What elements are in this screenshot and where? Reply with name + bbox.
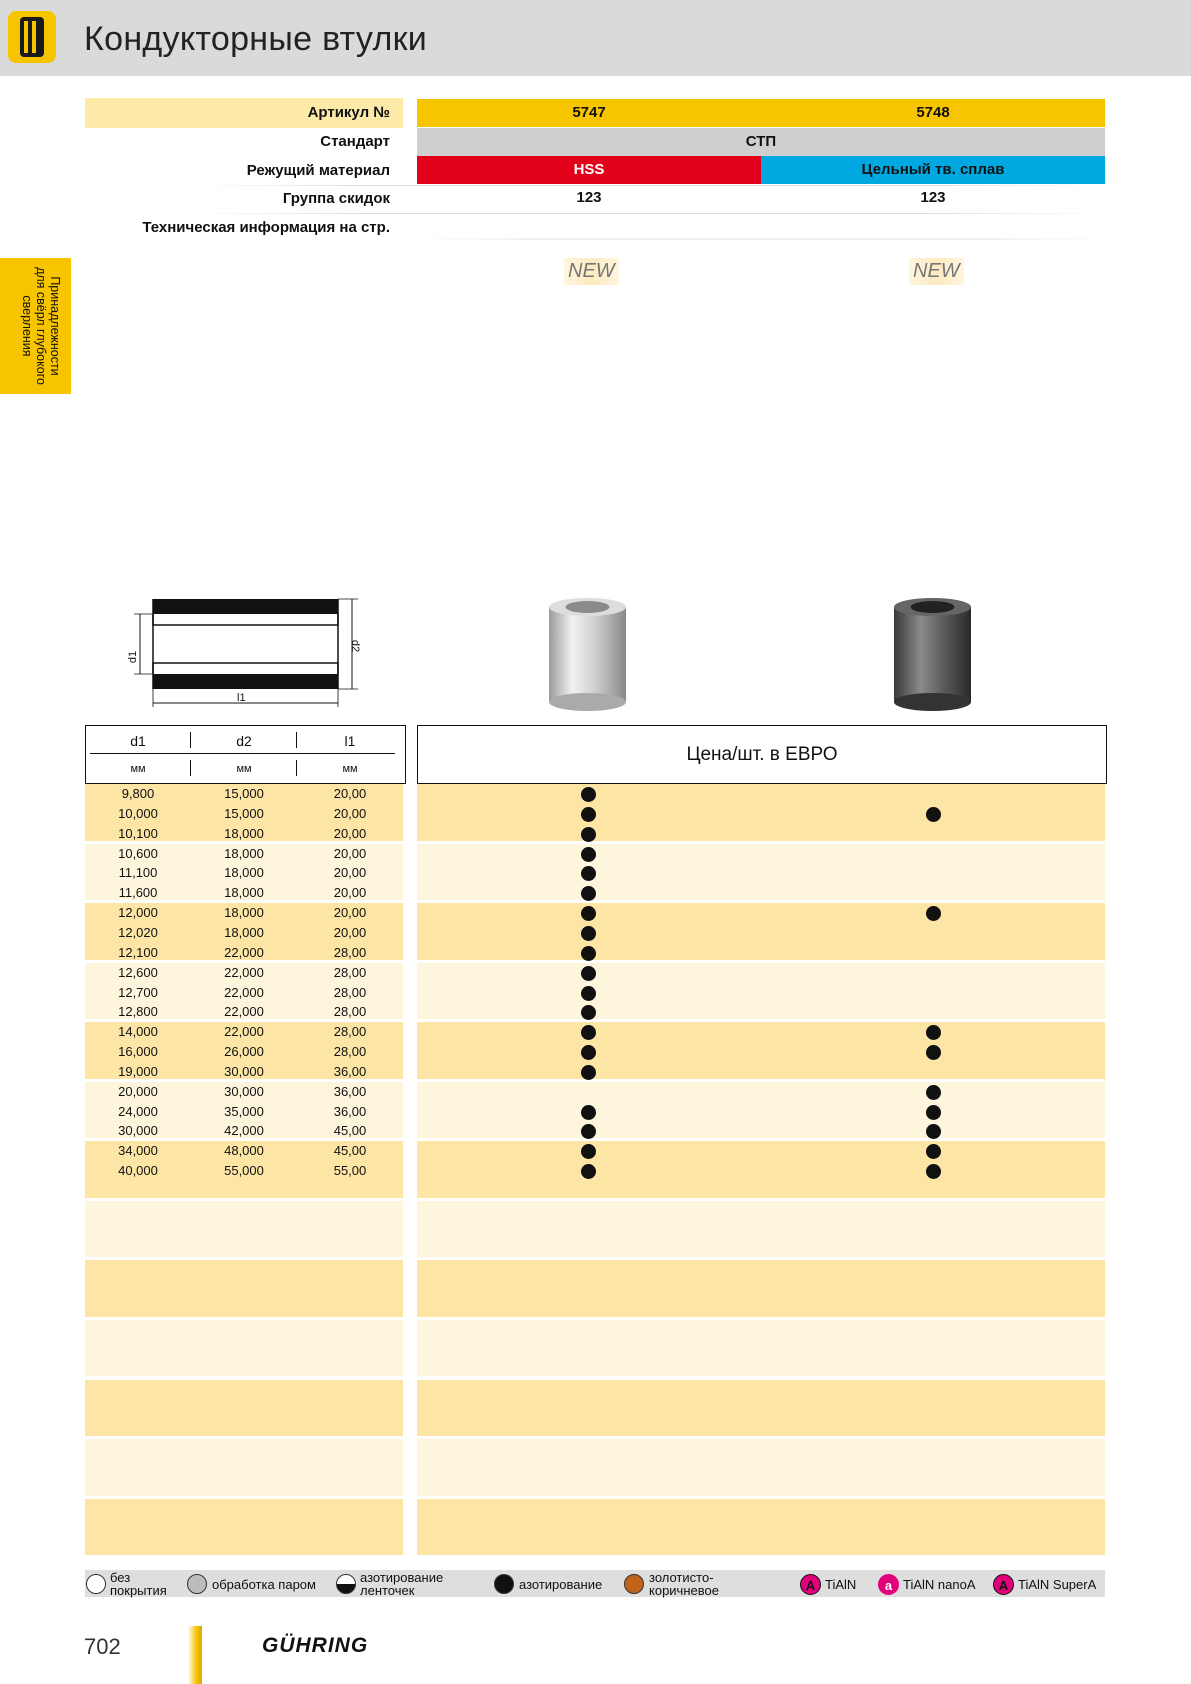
cell-d1: 12,100	[118, 944, 158, 960]
steam-treatment-icon	[187, 1574, 207, 1594]
drill-bushing-logo-icon	[8, 11, 56, 63]
material-carbide: Цельный тв. сплав	[761, 156, 1105, 184]
cell-d2: 18,000	[224, 845, 264, 861]
price-header	[417, 725, 1107, 784]
availability-dot-5747	[581, 827, 596, 842]
cell-d2: 18,000	[224, 905, 264, 921]
divider	[90, 753, 395, 754]
side-tab-line2: для свёрл глубокого	[34, 267, 48, 385]
cell-l1: 28,00	[333, 1004, 367, 1020]
cell-d1: 10,000	[118, 805, 158, 821]
col-header-d1: d1	[130, 733, 146, 749]
availability-dot-5748	[926, 1164, 941, 1179]
availability-dot-5747	[581, 986, 596, 1001]
cell-d2: 22,000	[224, 944, 264, 960]
col-header-l1: l1	[344, 733, 356, 749]
availability-dot-5747	[581, 886, 596, 901]
cell-l1: 28,00	[333, 1044, 367, 1060]
availability-dot-5747	[581, 1025, 596, 1040]
table-row[interactable]	[0, 925, 1191, 945]
cell-l1: 20,00	[333, 786, 367, 801]
article-5747: 5747	[572, 104, 606, 121]
table-row[interactable]	[0, 1064, 1191, 1084]
availability-dot-5747	[581, 807, 596, 822]
availability-dot-5747	[581, 1144, 596, 1159]
cell-d2: 48,000	[224, 1143, 264, 1159]
cell-l1: 28,00	[333, 984, 367, 1000]
tech-info-label: Техническая информация на стр.	[142, 219, 390, 236]
product-image-5748	[890, 597, 975, 712]
divider	[190, 732, 191, 748]
cell-l1: 36,00	[333, 1063, 367, 1079]
discount-5748: 123	[920, 189, 946, 206]
cell-l1: 28,00	[333, 944, 367, 960]
table-row[interactable]	[0, 905, 1191, 925]
cell-d1: 10,600	[118, 845, 158, 861]
availability-dot-5747	[581, 1164, 596, 1179]
table-row[interactable]	[0, 885, 1191, 905]
availability-dot-5747	[581, 1045, 596, 1060]
legend-nitride: азотирование	[519, 1577, 603, 1592]
cell-d1: 24,000	[118, 1103, 158, 1119]
availability-dot-5748	[926, 1105, 941, 1120]
availability-dot-5748	[926, 1144, 941, 1159]
cell-d2: 22,000	[224, 1004, 264, 1020]
table-row[interactable]	[0, 1163, 1191, 1183]
side-tab-line1: Принадлежности	[48, 276, 62, 376]
availability-dot-5747	[581, 926, 596, 941]
legend-tialn: TiAlN	[825, 1577, 857, 1592]
legend-uncoated	[110, 1571, 167, 1597]
availability-dot-5747	[581, 1065, 596, 1080]
footer-accent	[188, 1626, 202, 1684]
table-row[interactable]	[0, 1123, 1191, 1143]
standard-value: СТП	[417, 128, 1105, 156]
product-image-5747	[545, 597, 630, 712]
article-5748: 5748	[916, 104, 950, 121]
cell-d2: 22,000	[224, 1024, 264, 1040]
cell-d1: 12,020	[118, 924, 158, 940]
availability-dot-5748	[926, 807, 941, 822]
cell-l1: 55,00	[333, 1163, 367, 1179]
cell-d2: 30,000	[224, 1063, 264, 1079]
table-row[interactable]	[0, 786, 1191, 806]
discount-label: Группа скидок	[282, 190, 390, 207]
cell-d2: 18,000	[224, 924, 264, 940]
table-row[interactable]	[0, 1084, 1191, 1104]
new-badge-5748: NEW	[909, 258, 964, 285]
cell-l1: 20,00	[333, 924, 367, 940]
availability-dot-5747	[581, 966, 596, 981]
cell-d2: 55,000	[224, 1163, 264, 1179]
cell-d2: 18,000	[224, 885, 264, 901]
cell-d2: 26,000	[224, 1044, 264, 1060]
drawing-l1-label: l1	[237, 692, 246, 704]
cell-l1: 20,00	[333, 905, 367, 921]
material-label: Режущий материал	[246, 162, 390, 179]
cell-l1: 20,00	[333, 825, 367, 841]
availability-dot-5748	[926, 1045, 941, 1060]
cell-l1: 36,00	[333, 1083, 367, 1099]
price-header-label: Цена/шт. в ЕВРО	[686, 744, 838, 765]
unit-d2: мм	[236, 763, 252, 775]
cell-d1: 16,000	[118, 1044, 158, 1060]
cell-d2: 22,000	[224, 984, 264, 1000]
cell-l1: 28,00	[333, 1024, 367, 1040]
table-row[interactable]	[0, 1024, 1191, 1044]
cell-d1: 20,000	[118, 1083, 158, 1099]
availability-dot-5748	[926, 1025, 941, 1040]
cell-d1: 14,000	[118, 1024, 158, 1040]
table-band-prices	[417, 1260, 1105, 1317]
table-row[interactable]	[0, 1004, 1191, 1024]
availability-dot-5747	[581, 1005, 596, 1020]
drawing-d1-label: d1	[127, 650, 140, 664]
legend-uncoated-line1: без	[110, 1570, 131, 1585]
table-row[interactable]	[0, 965, 1191, 985]
legend-gold-brown	[649, 1571, 719, 1597]
cell-d1: 34,000	[118, 1143, 158, 1159]
cell-d1: 11,100	[118, 865, 158, 881]
availability-dot-5747	[581, 1124, 596, 1139]
cell-l1: 20,00	[333, 845, 367, 861]
cell-d2: 15,000	[224, 786, 264, 801]
table-row[interactable]	[0, 865, 1191, 885]
cell-d2: 22,000	[224, 964, 264, 980]
table-band-prices	[417, 1320, 1105, 1377]
drawing-d2-label: d2	[349, 639, 362, 653]
legend-tialn-nano: TiAlN nanoA	[903, 1577, 976, 1592]
cell-d1: 12,800	[118, 1004, 158, 1020]
cell-d1: 12,700	[118, 984, 158, 1000]
cell-d2: 42,000	[224, 1123, 264, 1139]
availability-dot-5747	[581, 787, 596, 802]
table-band-dimensions	[85, 1320, 403, 1377]
table-band-dimensions	[85, 1499, 403, 1556]
legend-tialn-super: TiAlN SuperA	[1018, 1577, 1097, 1592]
legend-strip-nitride-line2: ленточек	[360, 1583, 415, 1598]
tialn-nano-badge-icon: a	[878, 1574, 899, 1595]
uncoated-icon	[86, 1574, 106, 1594]
tialn-badge-icon: A	[800, 1574, 821, 1595]
cell-d2: 15,000	[224, 805, 264, 821]
cell-d1: 11,600	[118, 885, 158, 901]
new-badge-5747: NEW	[564, 258, 619, 285]
availability-dot-5748	[926, 906, 941, 921]
table-row[interactable]	[0, 1044, 1191, 1064]
legend-steam: обработка паром	[212, 1577, 316, 1592]
cell-l1: 45,00	[333, 1143, 367, 1159]
cell-d2: 30,000	[224, 1083, 264, 1099]
unit-l1: мм	[342, 763, 358, 775]
table-band-dimensions	[85, 1380, 403, 1437]
availability-dot-5748	[926, 1085, 941, 1100]
cell-d1: 30,000	[118, 1123, 158, 1139]
divider	[190, 760, 191, 776]
article-label: Артикул №	[307, 104, 390, 121]
tialn-super-badge-icon: A	[993, 1574, 1014, 1595]
unit-d1: мм	[130, 763, 146, 775]
table-band-prices	[417, 1380, 1105, 1437]
availability-dot-5747	[581, 946, 596, 961]
table-band-dimensions	[85, 1439, 403, 1496]
cell-d1: 10,100	[118, 825, 158, 841]
availability-dot-5747	[581, 847, 596, 862]
cell-d1: 9,800	[121, 786, 155, 801]
legend-gold-line1: золотисто-	[649, 1570, 714, 1585]
cell-l1: 36,00	[333, 1103, 367, 1119]
cell-d1: 19,000	[118, 1063, 158, 1079]
table-row[interactable]	[0, 985, 1191, 1005]
material-hss: HSS	[417, 156, 761, 184]
legend-uncoated-line2: покрытия	[110, 1583, 167, 1598]
table-band-prices	[417, 1201, 1105, 1258]
table-row[interactable]	[0, 806, 1191, 826]
divider	[296, 760, 297, 776]
table-row[interactable]	[0, 945, 1191, 965]
availability-dot-5747	[581, 866, 596, 881]
divider	[296, 732, 297, 748]
page-number: 702	[84, 1634, 121, 1659]
table-row[interactable]	[0, 1104, 1191, 1124]
table-row[interactable]	[0, 1143, 1191, 1163]
discount-5747: 123	[576, 189, 602, 206]
availability-dot-5748	[926, 1124, 941, 1139]
divider	[190, 213, 1105, 214]
table-band-prices	[417, 1499, 1105, 1556]
legend-strip-nitride	[360, 1571, 443, 1597]
legend-gold-line2: коричневое	[649, 1583, 719, 1598]
cell-d1: 12,000	[118, 905, 158, 921]
availability-dot-5747	[581, 906, 596, 921]
cell-l1: 45,00	[333, 1123, 367, 1139]
divider	[417, 238, 1105, 240]
nitride-icon	[494, 1574, 514, 1594]
col-header-d2: d2	[236, 733, 252, 749]
cell-l1: 20,00	[333, 885, 367, 901]
table-band-prices	[417, 1439, 1105, 1496]
side-tab-line3: сверления	[20, 295, 34, 357]
page-title: Кондукторные втулки	[84, 20, 428, 58]
table-band-dimensions	[85, 1201, 403, 1258]
cell-d2: 18,000	[224, 825, 264, 841]
availability-dot-5747	[581, 1105, 596, 1120]
cell-d2: 18,000	[224, 865, 264, 881]
table-band-dimensions	[85, 1260, 403, 1317]
standard-label: Стандарт	[320, 133, 390, 150]
cell-d2: 35,000	[224, 1103, 264, 1119]
cell-d1: 12,600	[118, 964, 158, 980]
cell-l1: 28,00	[333, 964, 367, 980]
legend-strip-nitride-line1: азотирование	[360, 1570, 444, 1585]
strip-nitride-icon	[336, 1574, 356, 1594]
cell-l1: 20,00	[333, 805, 367, 821]
cell-d1: 40,000	[118, 1163, 158, 1179]
table-row[interactable]	[0, 826, 1191, 846]
guehring-logo: GÜHRING	[262, 1634, 369, 1657]
table-row[interactable]	[0, 846, 1191, 866]
gold-brown-icon	[624, 1574, 644, 1594]
cell-l1: 20,00	[333, 865, 367, 881]
